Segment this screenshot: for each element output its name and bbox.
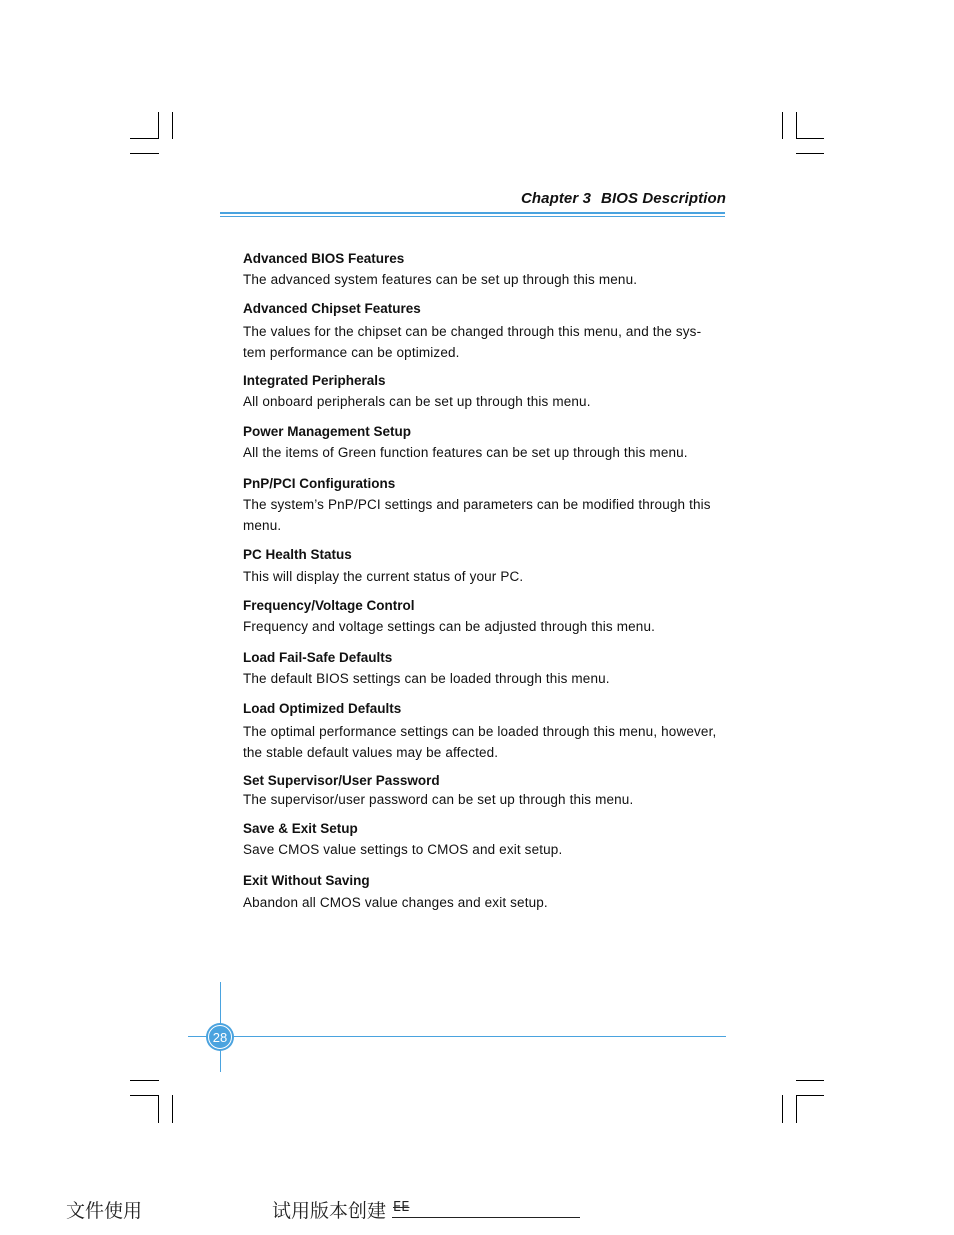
crop-mark	[172, 112, 173, 139]
menu-entry-desc: Save CMOS value settings to CMOS and exit setup.	[243, 842, 563, 857]
watermark-mark: EE	[393, 1200, 410, 1215]
crop-mark	[158, 1095, 159, 1123]
page-number: 28	[208, 1025, 232, 1049]
footer-rule	[188, 1036, 726, 1037]
menu-entry-desc: The values for the chipset can be changed through this menu, and the sys-tem performance can be optimized.	[243, 324, 702, 360]
menu-entry-desc: The default BIOS settings can be loaded through this menu.	[243, 671, 610, 686]
menu-entry-desc: Abandon all CMOS value changes and exit setup.	[243, 895, 548, 910]
watermark-right: 试用版本创建	[272, 1200, 387, 1222]
menu-entry-title: PC Health Status	[243, 547, 352, 562]
menu-entry-desc: All the items of Green function features can be set up through this menu.	[243, 445, 688, 460]
menu-entry	[243, 250, 723, 290]
chapter-number: Chapter 3	[520, 190, 592, 207]
menu-entry	[243, 475, 723, 536]
menu-entry-title: PnP/PCI Configurations	[243, 476, 396, 491]
menu-entry-title: Load Fail-Safe Defaults	[243, 650, 393, 665]
menu-entry-title: Power Management Setup	[243, 424, 412, 439]
menu-entry-desc: The advanced system features can be set up through this menu.	[243, 272, 638, 287]
crop-mark	[130, 153, 159, 154]
crop-mark	[796, 112, 797, 139]
crop-mark	[172, 1095, 173, 1123]
chapter-title: BIOS Description	[601, 190, 726, 207]
crop-mark	[796, 1095, 824, 1096]
menu-entry	[243, 372, 723, 412]
menu-entry-title: Save & Exit Setup	[243, 821, 358, 836]
menu-entry	[243, 546, 723, 587]
crop-mark	[782, 1095, 783, 1123]
menu-descriptions	[243, 250, 723, 913]
crop-mark	[158, 112, 159, 139]
menu-entry-title: Exit Without Saving	[243, 873, 370, 888]
header-rule	[220, 216, 725, 217]
crop-mark	[130, 1095, 159, 1096]
menu-entry	[243, 423, 723, 463]
menu-entry-desc: All onboard peripherals can be set up through this menu.	[243, 394, 591, 409]
menu-entry-title: Set Supervisor/User Password	[243, 773, 440, 788]
crop-mark	[130, 1080, 159, 1081]
crop-mark	[796, 1080, 824, 1081]
menu-entry	[243, 300, 723, 363]
crop-mark	[782, 112, 783, 139]
menu-entry-desc: The system’s PnP/PCI settings and parameters can be modified through this menu.	[243, 497, 711, 533]
menu-entry	[243, 700, 723, 763]
menu-entry	[243, 597, 723, 637]
menu-entry-title: Load Optimized Defaults	[243, 701, 402, 716]
menu-entry-title: Advanced BIOS Features	[243, 251, 405, 266]
header-rule	[220, 212, 725, 214]
crop-mark	[796, 1095, 797, 1123]
chapter-header	[222, 190, 726, 207]
menu-entry	[243, 820, 723, 860]
menu-entry	[243, 772, 723, 810]
watermark-left: 文件使用	[66, 1200, 143, 1222]
watermark-underline	[392, 1217, 580, 1218]
menu-entry-desc: This will display the current status of your PC.	[243, 569, 524, 584]
menu-entry-title: Advanced Chipset Features	[243, 301, 421, 316]
crop-mark	[130, 138, 159, 139]
menu-entry-desc: Frequency and voltage settings can be adjusted through this menu.	[243, 619, 656, 634]
menu-entry	[243, 872, 723, 913]
menu-entry-desc: The supervisor/user password can be set up through this menu.	[243, 792, 634, 807]
menu-entry-desc: The optimal performance settings can be loaded through this menu, however, the stable default values may be affected.	[243, 724, 717, 760]
menu-entry	[243, 649, 723, 689]
crop-mark	[796, 153, 824, 154]
crop-mark	[796, 138, 824, 139]
menu-entry-title: Integrated Peripherals	[243, 373, 386, 388]
menu-entry-title: Frequency/Voltage Control	[243, 598, 415, 613]
page-number-badge	[206, 1023, 234, 1051]
